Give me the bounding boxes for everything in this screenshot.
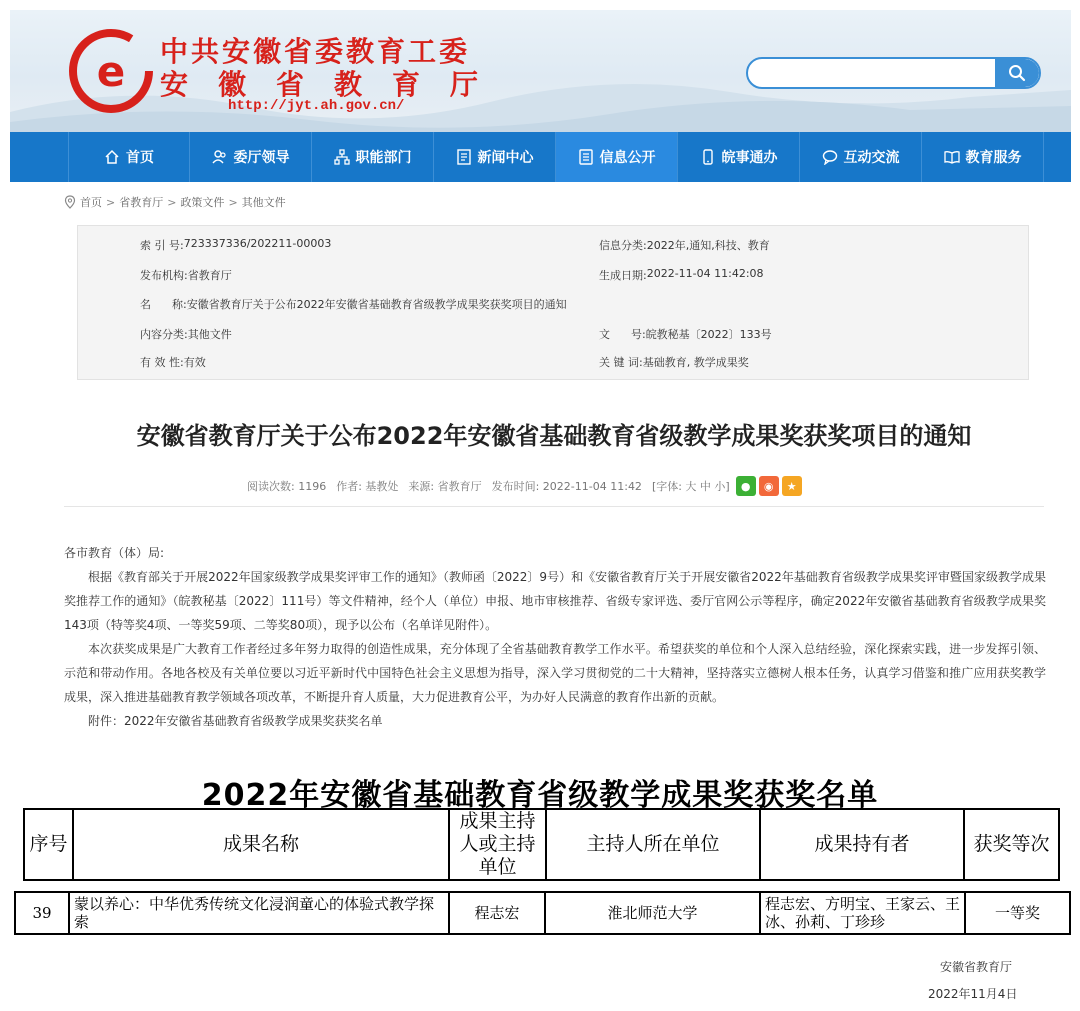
info-publisher-value: 省教育厅 [187, 269, 232, 282]
breadcrumb-policy[interactable]: 政策文件 [180, 196, 225, 209]
site-logo-icon[interactable] [68, 28, 154, 114]
meta-author: 作者: 基教处 [336, 480, 399, 493]
search-input[interactable] [760, 63, 990, 83]
search-icon [1008, 64, 1026, 82]
header-holders: 成果持有者 [761, 810, 965, 879]
nav-item-edu-services[interactable] [922, 132, 1044, 182]
meta-source: 来源: 省教育厅 [408, 480, 482, 493]
info-index-key: 索 引 号: [140, 239, 184, 252]
cell-name: 蒙以养心：中华优秀传统文化浸润童心的体验式教学探索 [70, 893, 450, 933]
attachment-note[interactable]: 附件：2022年安徽省基础教育省级教学成果奖获奖名单 [88, 714, 383, 728]
info-content [140, 326, 232, 342]
salutation: 各市教育（体）局: [64, 546, 165, 560]
info-category-value: 2022年,通知,科技、教育 [646, 239, 770, 252]
info-validity-value: 有效 [183, 356, 206, 369]
signature-org: 安徽省教育厅 [940, 960, 1013, 974]
news-icon [456, 149, 472, 165]
meta-views: 阅读次数: 1196 [247, 480, 327, 493]
info-category-key: 信息分类: [599, 239, 647, 252]
header-no: 序号 [25, 810, 74, 879]
svg-text:e: e [96, 47, 126, 96]
cell-holders: 程志宏、方明宝、王家云、王冰、孙莉、丁珍珍 [761, 893, 966, 933]
nav-label: 职能部门 [355, 150, 412, 166]
info-content-value: 其他文件 [187, 328, 232, 341]
table-row [14, 891, 1071, 935]
info-index [140, 237, 331, 253]
chat-icon [822, 149, 838, 165]
nav-label: 互动交流 [843, 150, 900, 166]
info-keywords-value: 基础教育, 教学成果奖 [642, 356, 749, 369]
breadcrumb-separator: > [106, 195, 116, 209]
cell-level: 一等奖 [994, 904, 1040, 922]
nav-label: 首页 [126, 150, 154, 166]
info-index-value: 723337336/202211-00003 [183, 237, 332, 250]
header-name: 成果名称 [74, 810, 450, 879]
award-table-header [23, 808, 1060, 881]
info-created-key: 生成日期: [599, 269, 647, 282]
paragraph-1: 根据《教育部关于开展2022年国家级教学成果奖评审工作的通知》（教师函〔2022〕9号）和《安徽省教育厅关于开展安徽省2022年基础教育省级教学成果奖评审暨国家级教学成果奖推荐工作的通知》（皖教秘基〔2022〕111号）等文件精神，经个人（单位）申报、地市审核推荐、省级专家评选、委厅官网公示等程序，确定2022年安徽省基础教育省级教学成果奖143项（特等奖4项、一等奖59项、二等奖80项），现予以公布（名单详见附件）。 [64, 570, 1046, 632]
info-docno [599, 326, 772, 342]
weibo-share-icon[interactable]: ◉ [759, 476, 779, 496]
share-buttons [736, 476, 802, 496]
signature-date: 2022年11月4日 [928, 987, 1018, 1001]
nav-item-services[interactable] [678, 132, 800, 182]
info-docno-value: 皖教秘基〔2022〕133号 [645, 328, 772, 341]
home-icon [104, 149, 120, 165]
header-unit: 主持人所在单位 [547, 810, 761, 879]
main-nav [10, 132, 1071, 182]
mobile-icon [700, 149, 716, 165]
breadcrumb [64, 194, 286, 210]
info-publisher [140, 267, 232, 283]
info-validity [140, 354, 206, 370]
header-host: 成果主持人或主持单位 [450, 810, 547, 879]
info-name [140, 296, 567, 312]
book-icon [944, 149, 960, 165]
document-list-icon [578, 149, 594, 165]
info-content-key: 内容分类: [140, 328, 188, 341]
people-icon [212, 149, 228, 165]
info-validity-key: 有 效 性: [140, 356, 184, 369]
info-keywords [599, 354, 749, 370]
search-box [746, 57, 1041, 89]
site-title-line1: 中共安徽省委教育工委 [160, 35, 471, 68]
cell-unit: 淮北师范大学 [546, 893, 761, 933]
nav-label: 委厅领导 [233, 150, 290, 166]
nav-item-interaction[interactable] [800, 132, 922, 182]
info-keywords-key: 关 键 词: [599, 356, 643, 369]
info-publisher-key: 发布机构: [140, 269, 188, 282]
info-category [599, 237, 770, 253]
site-header [10, 10, 1071, 132]
search-button[interactable] [995, 59, 1039, 87]
breadcrumb-separator: > [228, 195, 238, 209]
cell-host: 程志宏 [450, 893, 546, 933]
nav-label: 新闻中心 [477, 150, 534, 166]
article-title: 安徽省教育厅关于公布2022年安徽省基础教育省级教学成果奖获奖项目的通知 [136, 422, 972, 450]
cell-no: 39 [16, 893, 70, 933]
header-level: 获奖等次 [973, 833, 1050, 855]
info-name-key: 名 称: [140, 298, 187, 311]
breadcrumb-separator: > [167, 195, 177, 209]
article-meta [247, 476, 802, 496]
nav-label: 信息公开 [599, 150, 656, 166]
nav-item-departments[interactable] [312, 132, 434, 182]
nav-item-home[interactable] [68, 132, 190, 182]
breadcrumb-dept[interactable]: 省教育厅 [119, 196, 164, 209]
nav-label: 教育服务 [965, 150, 1022, 166]
award-list-title: 2022年安徽省基础教育省级教学成果奖获奖名单 [201, 778, 879, 813]
nav-item-info-disclosure[interactable] [556, 132, 678, 182]
meta-time: 发布时间: 2022-11-04 11:42 [491, 480, 642, 493]
info-docno-key: 文 号: [599, 328, 646, 341]
article-body [64, 541, 1046, 733]
breadcrumb-current[interactable]: 其他文件 [241, 196, 286, 209]
location-pin-icon [64, 195, 76, 209]
wechat-share-icon[interactable]: ● [736, 476, 756, 496]
document-info-box [77, 225, 1029, 380]
info-created-value: 2022-11-04 11:42:08 [646, 267, 764, 280]
title-divider [64, 506, 1044, 507]
font-size-switcher[interactable]: [字体: 大 中 小] [651, 480, 730, 493]
breadcrumb-home[interactable]: 首页 [80, 196, 102, 209]
org-chart-icon [334, 149, 350, 165]
nav-label: 皖事通办 [721, 150, 778, 166]
info-created [599, 267, 764, 283]
paragraph-2: 本次获奖成果是广大教育工作者经过多年努力取得的创造性成果，充分体现了全省基础教育教学工作水平。希望获奖的单位和个人深入总结经验，深化探索实践，进一步发挥引领、示范和带动作用。各地各校及有关单位要以习近平新时代中国特色社会主义思想为指导，深入学习贯彻党的二十大精神，坚持落实立德树人根本任务，认真学习借鉴和推广应用获奖教学成果，深入推进基础教育教学领域各项改革，不断提升育人质量，大力促进教育公平，为办好人民满意的教育作出新的贡献。 [64, 642, 1046, 704]
favorite-star-icon[interactable]: ★ [782, 476, 802, 496]
info-name-value: 安徽省教育厅关于公布2022年安徽省基础教育省级教学成果奖获奖项目的通知 [186, 298, 567, 311]
site-url: http://jyt.ah.gov.cn/ [228, 98, 405, 114]
nav-item-leaders[interactable] [190, 132, 312, 182]
site-title-line2: 安徽省教育厅 [160, 68, 509, 101]
nav-item-news[interactable] [434, 132, 556, 182]
